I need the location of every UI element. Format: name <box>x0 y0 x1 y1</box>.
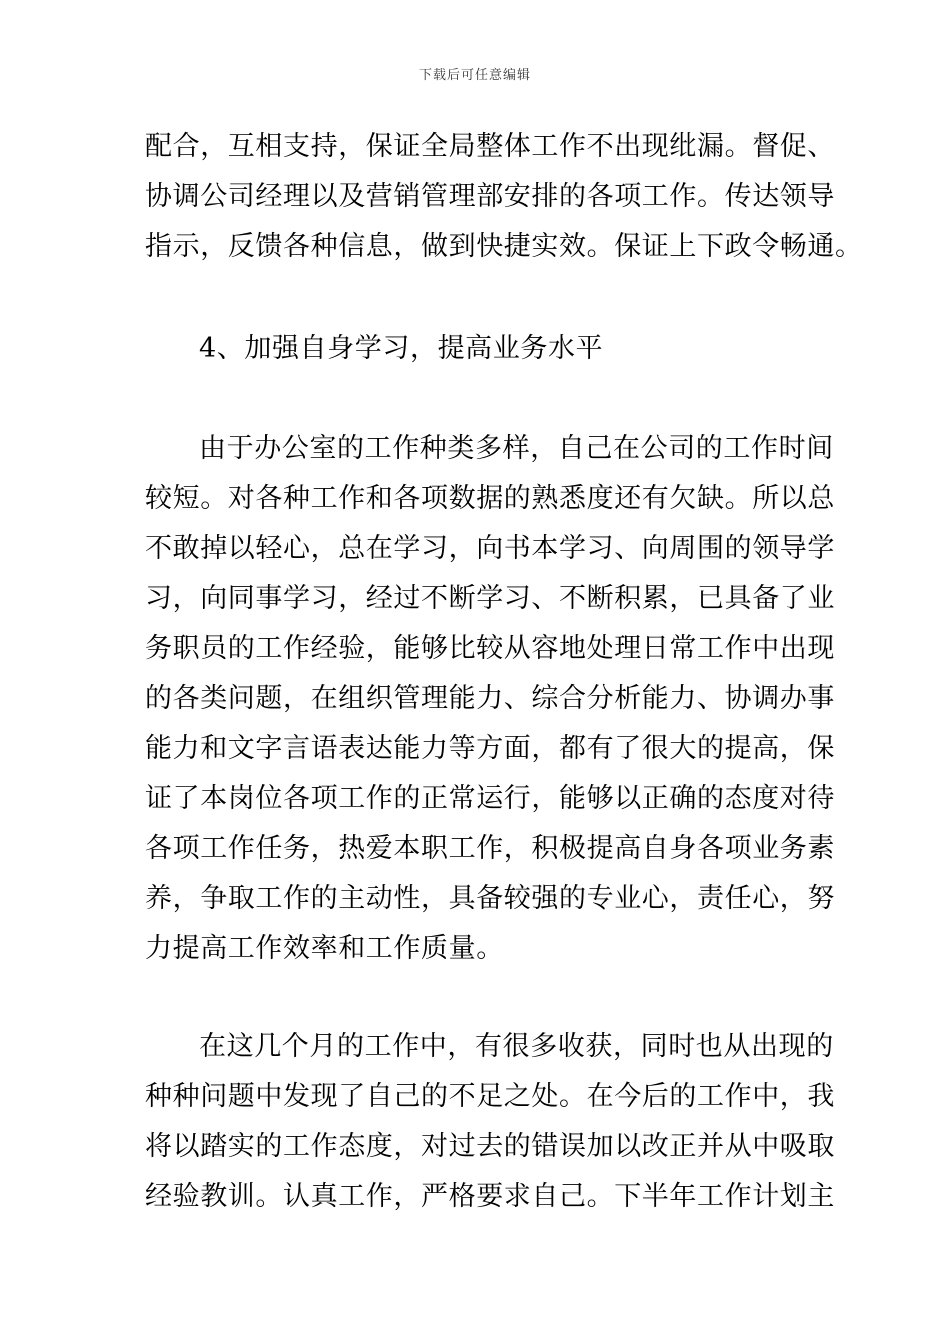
paragraph-4-line-2: 种种问题中发现了自己的不足之处。在今后的工作中，我 <box>145 1081 835 1112</box>
paragraph-3-line-10: 养，争取工作的主动性，具备较强的专业心，责任心，努 <box>145 883 835 914</box>
paragraph-4-line-1: 在这几个月的工作中，有很多收获，同时也从出现的 <box>199 1031 834 1062</box>
paragraph-3-line-3: 不敢掉以轻心，总在学习，向书本学习、向周围的领导学 <box>145 533 835 564</box>
paragraph-3-line-2: 较短。对各种工作和各项数据的熟悉度还有欠缺。所以总 <box>145 483 835 514</box>
paragraph-4-line-3: 将以踏实的工作态度，对过去的错误加以改正并从中吸取 <box>145 1131 835 1162</box>
section-heading: 4、加强自身学习，提高业务水平 <box>199 333 604 364</box>
paragraph-1-line-2: 协调公司经理以及营销管理部安排的各项工作。传达领导 <box>145 181 835 212</box>
paragraph-3-line-11: 力提高工作效率和工作质量。 <box>145 933 504 964</box>
paragraph-3-line-8: 证了本岗位各项工作的正常运行，能够以正确的态度对待 <box>145 783 835 814</box>
paragraph-3-line-9: 各项工作任务，热爱本职工作，积极提高自身各项业务素 <box>145 833 835 864</box>
paragraph-1-line-3: 指示，反馈各种信息，做到快捷实效。保证上下政令畅通。 <box>145 231 863 262</box>
paragraph-3-line-4: 习，向同事学习，经过不断学习、不断积累，已具备了业 <box>145 583 835 614</box>
paragraph-3-line-5: 务职员的工作经验，能够比较从容地处理日常工作中出现 <box>145 633 835 664</box>
paragraph-3-line-1: 由于办公室的工作种类多样，自己在公司的工作时间 <box>199 433 834 464</box>
paragraph-4-line-4: 经验教训。认真工作，严格要求自己。下半年工作计划主 <box>145 1181 835 1212</box>
paragraph-3-line-7: 能力和文字言语表达能力等方面，都有了很大的提高，保 <box>145 733 835 764</box>
header-note: 下载后可任意编辑 <box>418 68 531 83</box>
paragraph-3-line-6: 的各类问题，在组织管理能力、综合分析能力、协调办事 <box>145 683 835 714</box>
paragraph-1-line-1: 配合，互相支持，保证全局整体工作不出现纰漏。督促、 <box>145 131 835 162</box>
